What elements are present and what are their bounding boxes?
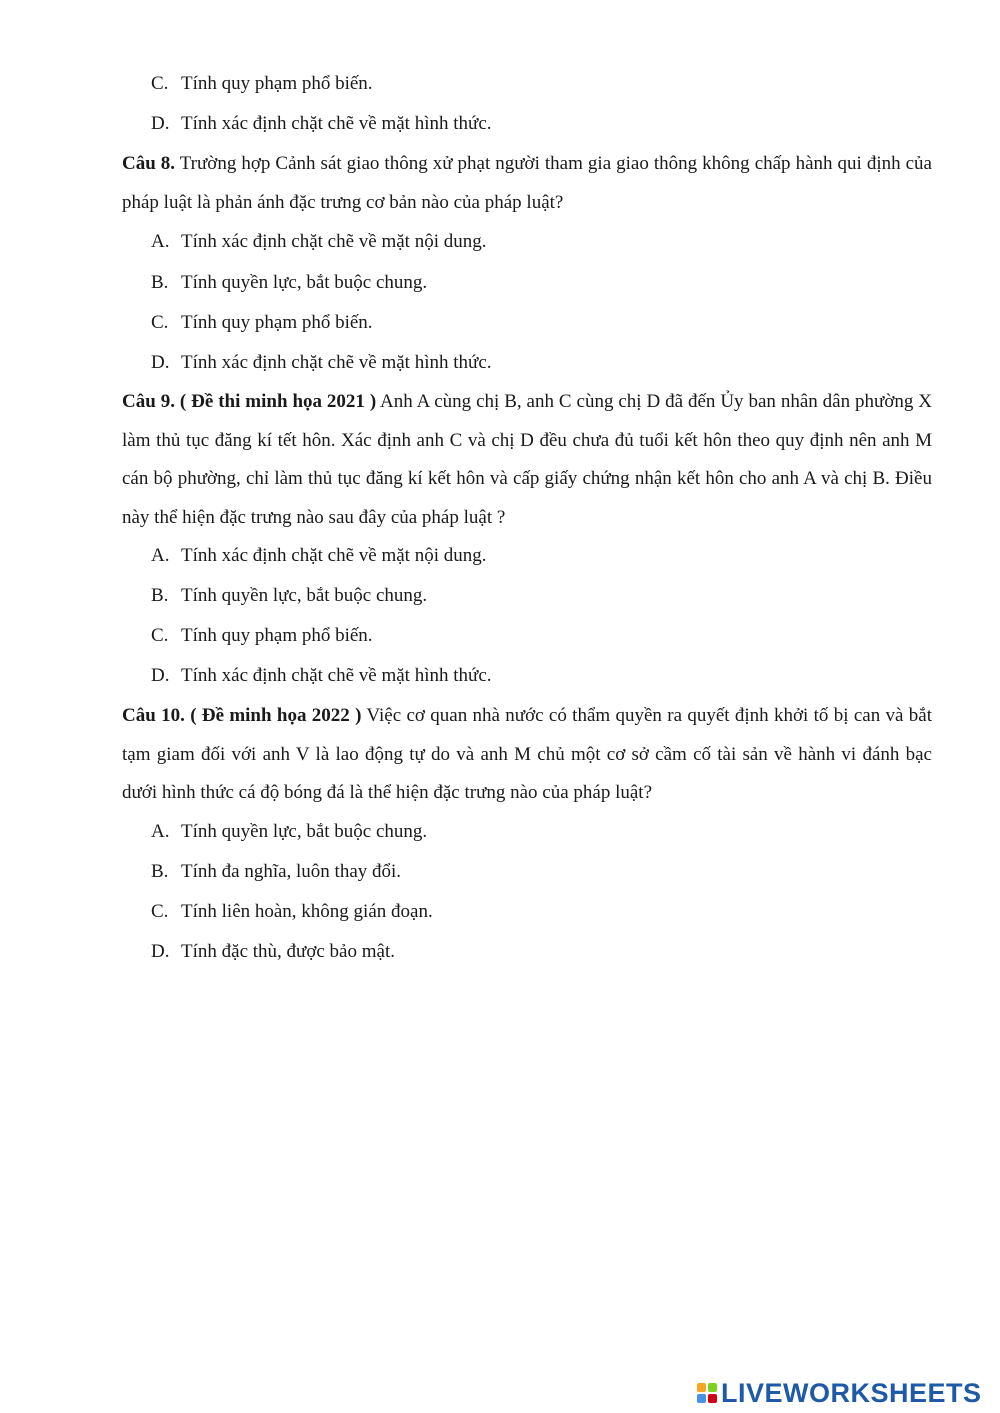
option-letter: D. — [151, 113, 170, 134]
q10-option-d — [151, 940, 395, 964]
option-letter: B. — [151, 585, 169, 606]
q10-option-a — [151, 820, 427, 844]
q8-option-d — [151, 351, 492, 375]
logo-tile — [708, 1383, 717, 1392]
option-letter: D. — [151, 665, 170, 686]
option-text: Tính quy phạm phổ biến. — [181, 312, 373, 333]
option-letter: B. — [151, 272, 169, 293]
option-text: Tính xác định chặt chẽ về mặt hình thức. — [181, 113, 492, 134]
option-text: Tính xác định chặt chẽ về mặt nội dung. — [181, 545, 487, 566]
option-text: Tính quyền lực, bắt buộc chung. — [181, 585, 428, 606]
q8-option-c — [151, 311, 373, 335]
liveworksheets-brand[interactable] — [697, 1378, 982, 1408]
prev-option-d — [151, 112, 492, 136]
question-10 — [122, 697, 932, 813]
option-text: Tính đặc thù, được bảo mật. — [181, 941, 395, 962]
question-text: Anh A cùng chị B, anh C cùng chị D đã đến Ủy ban nhân dân phường X làm thủ tục đăng kí tết hôn. Xác định anh C và chị D đều chưa đủ tuổi kết hôn theo quy định nên anh M cán bộ phường, chỉ làm thủ tục đăng kí kết hôn và cấp giấy chứng nhận kết hôn cho anh A và chị B. Điều này thể hiện đặc trưng nào sau đây của pháp luật ? — [122, 391, 933, 528]
logo-tile — [697, 1394, 706, 1403]
q9-option-c — [151, 624, 373, 648]
option-text: Tính quyền lực, bắt buộc chung. — [181, 272, 428, 293]
brand-text: LIVEWORKSHEETS — [721, 1377, 982, 1408]
q9-option-a — [151, 544, 487, 568]
option-text: Tính đa nghĩa, luôn thay đổi. — [181, 861, 402, 882]
option-letter: C. — [151, 901, 169, 922]
option-text: Tính xác định chặt chẽ về mặt hình thức. — [181, 352, 492, 373]
q8-option-a — [151, 230, 487, 254]
option-text: Tính quy phạm phổ biến. — [181, 73, 373, 94]
question-text: Trường hợp Cảnh sát giao thông xử phạt người tham gia giao thông không chấp hành qui định của pháp luật là phản ánh đặc trưng cơ bản nào của pháp luật? — [122, 153, 932, 213]
q9-option-b — [151, 584, 427, 608]
option-text: Tính xác định chặt chẽ về mặt nội dung. — [181, 231, 487, 252]
q10-option-b — [151, 860, 401, 884]
q8-option-b — [151, 271, 427, 295]
option-letter: C. — [151, 73, 169, 94]
option-letter: D. — [151, 352, 170, 373]
prev-option-c — [151, 72, 373, 96]
q10-option-c — [151, 900, 433, 924]
question-label: Câu 10. ( Đề minh họa 2022 ) — [122, 705, 362, 726]
option-letter: C. — [151, 312, 169, 333]
option-text: Tính quyền lực, bắt buộc chung. — [181, 821, 428, 842]
logo-tile — [697, 1383, 706, 1392]
question-9 — [122, 383, 932, 537]
question-8 — [122, 145, 932, 222]
option-text: Tính xác định chặt chẽ về mặt hình thức. — [181, 665, 492, 686]
option-letter: D. — [151, 941, 170, 962]
option-letter: A. — [151, 821, 170, 842]
option-letter: C. — [151, 625, 169, 646]
question-label: Câu 8. — [122, 153, 176, 174]
logo-tile — [708, 1394, 717, 1403]
option-letter: B. — [151, 861, 169, 882]
option-letter: A. — [151, 231, 170, 252]
question-label: Câu 9. ( Đề thi minh họa 2021 ) — [122, 391, 377, 412]
q9-option-d — [151, 664, 492, 688]
question-text: Việc cơ quan nhà nước có thẩm quyền ra quyết định khởi tố bị can và bắt tạm giam đối với anh V là lao động tự do và anh M chủ một cơ sở cầm cố tài sản về hành vi đánh bạc dưới hình thức cá độ bóng đá là thể hiện đặc trưng nào của pháp luật? — [122, 705, 932, 803]
option-letter: A. — [151, 545, 170, 566]
option-text: Tính quy phạm phổ biến. — [181, 625, 373, 646]
liveworksheets-logo-icon — [697, 1383, 717, 1403]
option-text: Tính liên hoàn, không gián đoạn. — [181, 901, 433, 922]
